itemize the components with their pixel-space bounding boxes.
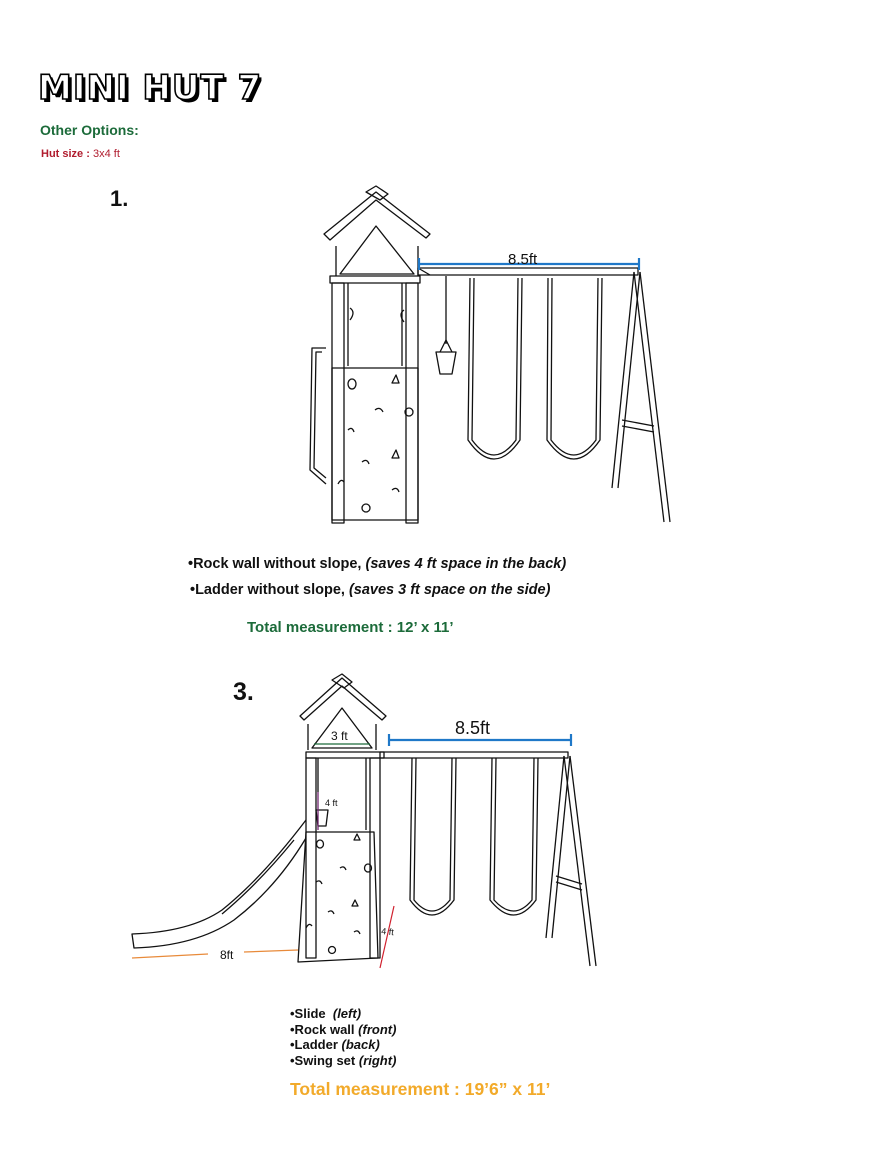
opt3-slide-dim-left (132, 954, 208, 958)
bullet-main: •Rock wall without slope, (188, 556, 362, 572)
option1-total: Total measurement : 12’ x 11’ (247, 619, 454, 636)
list-item (290, 1022, 396, 1038)
item-note: (back) (341, 1037, 380, 1052)
hut-size-label: Hut size : (41, 148, 90, 160)
opt3-slide-label: 8ft (220, 948, 234, 962)
option3-number: 3. (233, 678, 254, 706)
list-item (290, 1037, 396, 1053)
list-item (290, 1053, 396, 1069)
option3-list (290, 1006, 396, 1068)
opt3-slide-dim-right (244, 950, 298, 952)
opt3-swing-1 (410, 758, 456, 915)
opt3-rockwall-label: 4 ft (380, 926, 395, 938)
bullet-note: (saves 3 ft space on the side) (348, 582, 551, 598)
opt3-swing-beam (380, 752, 568, 758)
list-item (290, 1006, 396, 1022)
opt3-swing-2 (490, 758, 538, 915)
opt3-width-label: 8.5ft (455, 718, 491, 738)
item-note: (left) (332, 1006, 362, 1021)
opt3-deck-beam (306, 752, 384, 758)
opt1-width-label: 8.5ft (508, 251, 538, 268)
item-main: •Swing set (290, 1052, 356, 1068)
opt3-post-left (306, 758, 316, 958)
opt3-slide (132, 820, 306, 948)
opt3-roof (300, 678, 386, 720)
item-main: •Slide (290, 1006, 326, 1021)
option1-number: 1. (110, 186, 129, 211)
opt3-ladder-label: 4 ft (325, 798, 338, 808)
bullet-note: (saves 4 ft space in the back) (365, 556, 567, 572)
opt3-rock-wall (298, 832, 378, 962)
other-options-heading: Other Options: (40, 122, 139, 138)
item-note: (right) (358, 1052, 397, 1068)
item-note: (front) (358, 1021, 397, 1037)
item-main: •Rock wall (290, 1021, 355, 1037)
item-main: •Ladder (290, 1037, 338, 1052)
hut-size-value: 3x4 ft (92, 148, 120, 160)
option3-total: Total measurement : 19’6” x 11’ (290, 1079, 551, 1099)
opt3-hut-width-label: 3 ft (331, 729, 348, 743)
page-title: MINI HUT 7 (38, 68, 263, 108)
bullet-main: •Ladder without slope, (190, 582, 345, 598)
